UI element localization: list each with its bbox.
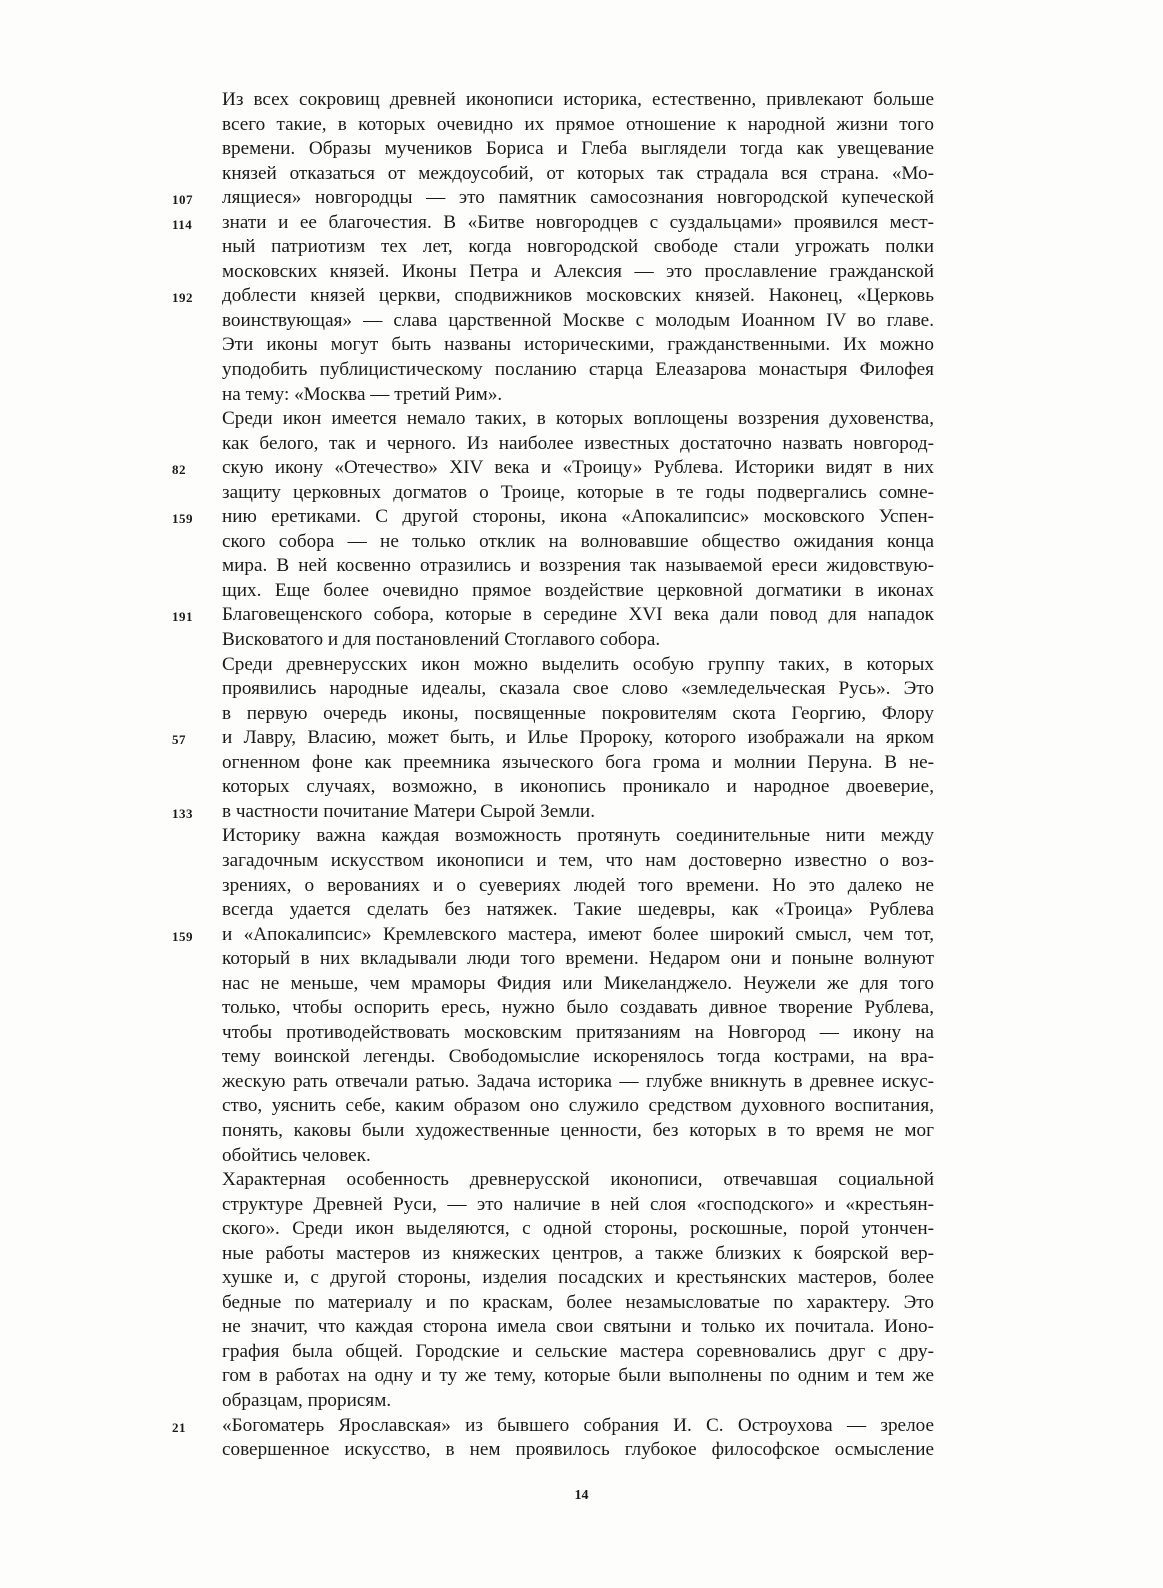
text-line: как белого, так и черного. Из наиболее известных достаточно назвать новгород- [222,432,934,454]
text-line: щих. Еще более очевидно прямое воздействие церковной догматики в иконах [222,579,934,601]
text-line: знати и ее благочестия. В «Битве новгородцев с суздальцами» проявился мест- 114 [222,211,934,236]
page-number: 14 [574,1488,589,1503]
text-line: в первую очередь иконы, посвященные покровителям скота Георгию, Флору [222,702,934,724]
margin-illustration-number: 159 [172,511,193,527]
text-line: Характерная особенность древнерусской иконописи, отвечавшая социальной [222,1169,934,1191]
text-line: времени. Образы мучеников Бориса и Глеба выглядели тогда как увещевание [222,138,934,160]
text-line: Историку важна каждая возможность протянуть соединительные нити между [222,825,934,847]
margin-illustration-number: 192 [172,290,193,306]
text-line: понять, каковы были художественные ценности, без которых в то время не мог [222,1119,934,1141]
text-line: мира. В ней косвенно отразились и воззрения так называемой ереси жидовствую- [222,555,934,577]
text-line: обойтись человек. [222,1144,371,1166]
text-line: скую икону «Отечество» XIV века и «Троицу» Рублева. Историки видят в них 82 [222,456,934,481]
text-line: и «Апокалипсис» Кремлевского мастера, имеют более широкий смысл, чем тот, 159 [222,923,934,948]
margin-illustration-number: 82 [172,462,186,478]
text-line: нию еретиками. С другой стороны, икона «Апокалипсис» московского Успен- 159 [222,505,934,530]
text-line: Из всех сокровищ древней иконописи историка, естественно, привлекают больше [222,89,934,110]
text-line: ный патриотизм тех лет, когда новгородской свободе стали угрожать полки [222,236,934,258]
text-line: уподобить публицистическому посланию старца Елеазарова монастыря Филофея [222,359,934,381]
margin-illustration-number: 159 [172,928,193,944]
text-line: Висковатого и для постановлений Стоглавого собора. [222,629,661,651]
text-line: не значит, что каждая сторона имела свои святыни и только их почитала. Ионо- [222,1316,934,1338]
text-line: московских князей. Иконы Петра и Алексия — это прославление гражданской [222,260,934,282]
text-line: образцам, прорисям. [222,1389,392,1411]
text-line: на тему: «Москва — третий Рим». [222,383,503,405]
text-line: ные работы мастеров из княжеских центров, а также близких к боярской вер- [222,1242,934,1264]
text-line: нас не меньше, чем мраморы Фидия или Микеланджело. Неужели же для того [222,972,934,994]
text-line: хушке и, с другой стороны, изделия посадских и крестьянских мастеров, более [222,1267,934,1289]
margin-illustration-number: 107 [172,192,193,208]
margin-illustration-number: 21 [172,1419,186,1435]
text-line: ского собора — не только отклик на волновавшие общество ожидания конца [222,530,934,552]
text-line: совершенное искусство, в нем проявилось глубокое философское осмысление [222,1439,934,1461]
text-line: ство, уяснить себе, каким образом оно служило средством духовного воспитания, [222,1095,934,1117]
margin-illustration-number: 57 [172,732,186,748]
text-line: зрениях, о верованиях и о суевериях людей того времени. Но это далеко не [222,874,934,896]
text-line: воинствующая» — слава царственной Москве с молодым Иоанном IV во главе. [222,309,934,331]
text-line: всего такие, в которых очевидно их прямое отношение к народной жизни того [222,113,934,135]
text-line: защиту церковных догматов о Троице, которые в те годы подвергались сомне- [222,481,934,503]
text-line: тему воинской легенды. Свободомыслие искоренялось тогда кострами, на вра- [222,1046,934,1068]
text-line: доблести князей церкви, сподвижников московских князей. Наконец, «Церковь 192 [222,284,934,309]
text-line: графия была общей. Городские и сельские мастера соревновались друг с дру- [222,1340,934,1362]
text-line: лящиеся» новгородцы — это памятник самосознания новгородской купеческой 107 [222,186,934,211]
text-line: в частности почитание Матери Сырой Земли. 133 [222,800,934,825]
text-line: огненном фоне как преемника языческого бога грома и молнии Перуна. В не- [222,751,934,773]
text-line: загадочным искусством иконописи и тем, что нам достоверно известно о воз- [222,849,934,871]
text-line: только, чтобы оспорить ересь, нужно было создавать дивное творение Рублева, [222,997,934,1019]
text-line: ского». Среди икон выделяются, с одной стороны, роскошные, порой утончен- [222,1218,934,1240]
text-line: которых случаях, возможно, в иконопись проникало и народное двоеверие, [222,776,934,798]
text-line: и Лавру, Власию, может быть, и Илье Пророку, которого изображали на ярком 57 [222,726,934,751]
text-line: проявились народные идеалы, сказала свое слово «земледельческая Русь». Это [222,678,934,700]
margin-illustration-number: 133 [172,805,193,821]
text-line: Эти иконы могут быть названы историческими, гражданственными. Их можно [222,334,934,356]
text-line: чтобы противодействовать московским притязаниям на Новгород — икону на [222,1021,934,1043]
text-line: всегда удается сделать без натяжек. Такие шедевры, как «Троица» Рублева [222,899,934,921]
text-line: князей отказаться от междоусобий, от которых так страдала вся страна. «Мо- [222,162,934,184]
margin-illustration-number: 191 [172,609,193,625]
text-line: Благовещенского собора, которые в середине XVI века дали повод для нападок 191 [222,603,934,628]
text-line: жескую рать отвечали ратью. Задача историка — глубже вникнуть в древнее искус- [222,1070,934,1092]
text-line: «Богоматерь Ярославская» из бывшего собрания И. С. Остроухова — зрелое 21 [222,1414,934,1439]
margin-illustration-number: 114 [172,216,193,232]
text-line: который в них вкладывали люди того времени. Недаром они и поныне волнуют [222,948,934,970]
text-line: Среди икон имеется немало таких, в которых воплощены воззрения духовенства, [222,408,934,430]
text-line: структуре Древней Руси, — это наличие в ней слоя «господского» и «крестьян- [222,1193,934,1215]
text-line: гом в работах на одну и ту же тему, которые были выполнены по одним и тем же [222,1365,934,1387]
text-line: Среди древнерусских икон можно выделить особую группу таких, в которых [222,653,934,675]
text-column [172,88,934,1463]
text-line: бедные по материалу и по краскам, более незамысловатые по характеру. Это [222,1291,934,1313]
